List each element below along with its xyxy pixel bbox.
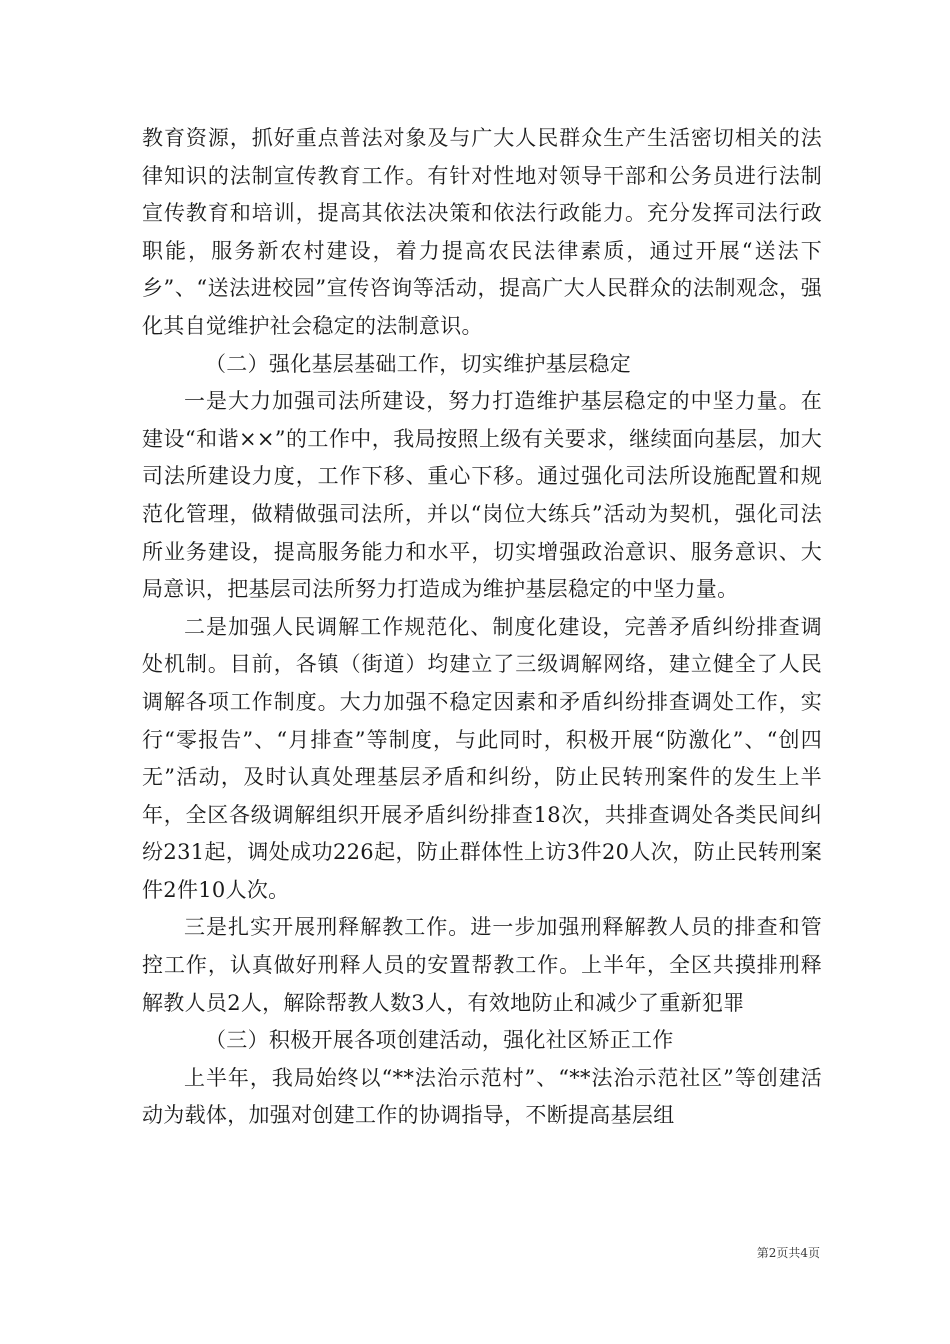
section-heading-2: （二）强化基层基础工作，切实维护基层稳定 [205,351,631,376]
paragraph-creation-activities: 上半年，我局始终以“**法治示范村”、“**法治示范社区”等创建活动为载体，加强对创建工作的协调指导，不断提高基层组 [142,1065,822,1128]
paragraph-released-prisoners: 三是扎实开展刑释解教工作。进一步加强刑释解教人员的排查和管控工作，认真做好刑释人员的安置帮教工作。上半年，全区共摸排刑释解教人员2人，解除帮教人数3人，有效地防止和减少了重新犯罪 [142,915,822,1015]
paragraph-judicial-office: 一是大力加强司法所建设，努力打造维护基层稳定的中坚力量。在建设“和谐××”的工作中，我局按照上级有关要求，继续面向基层，加大司法所建设力度，工作下移、重心下移。通过强化司法所设施配置和规范化管理，做精做强司法所，并以“岗位大练兵”活动为契机，强化司法所业务建设，提高服务能力和水平，切实增强政治意识、服务意识、大局意识，把基层司法所努力打造成为维护基层稳定的中坚力量。 [142,389,822,602]
paragraph-mediation: 二是加强人民调解工作规范化、制度化建设，完善矛盾纠纷排查调处机制。目前，各镇（街道）均建立了三级调解网络，建立健全了人民调解各项工作制度。大力加强不稳定因素和矛盾纠纷排查调处工作，实行“零报告”、“月排查”等制度，与此同时，积极开展“防激化”、“创四无”活动，及时认真处理基层矛盾和纠纷，防止民转刑案件的发生上半年，全区各级调解组织开展矛盾纠纷排查18次，共排查调处各类民间纠纷231起，调处成功226起，防止群体性上访3件20人次，防止民转刑案件2件10人次。 [142,614,822,902]
paragraph-continued: 教育资源，抓好重点普法对象及与广大人民群众生产生活密切相关的法律知识的法制宣传教育工作。有针对性地对领导干部和公务员进行法制宣传教育和培训，提高其依法决策和依法行政能力。充分发挥司法行政职能，服务新农村建设，着力提高农民法律素质，通过开展“送法下乡”、“送法进校园”宣传咨询等活动，提高广大人民群众的法制观念，强化其自觉维护社会稳定的法制意识。 [142,126,822,338]
document-body [142,120,822,1135]
page-number-footer: 第2页共4页 [756,1246,820,1260]
section-heading-3: （三）积极开展各项创建活动，强化社区矫正工作 [205,1028,674,1053]
